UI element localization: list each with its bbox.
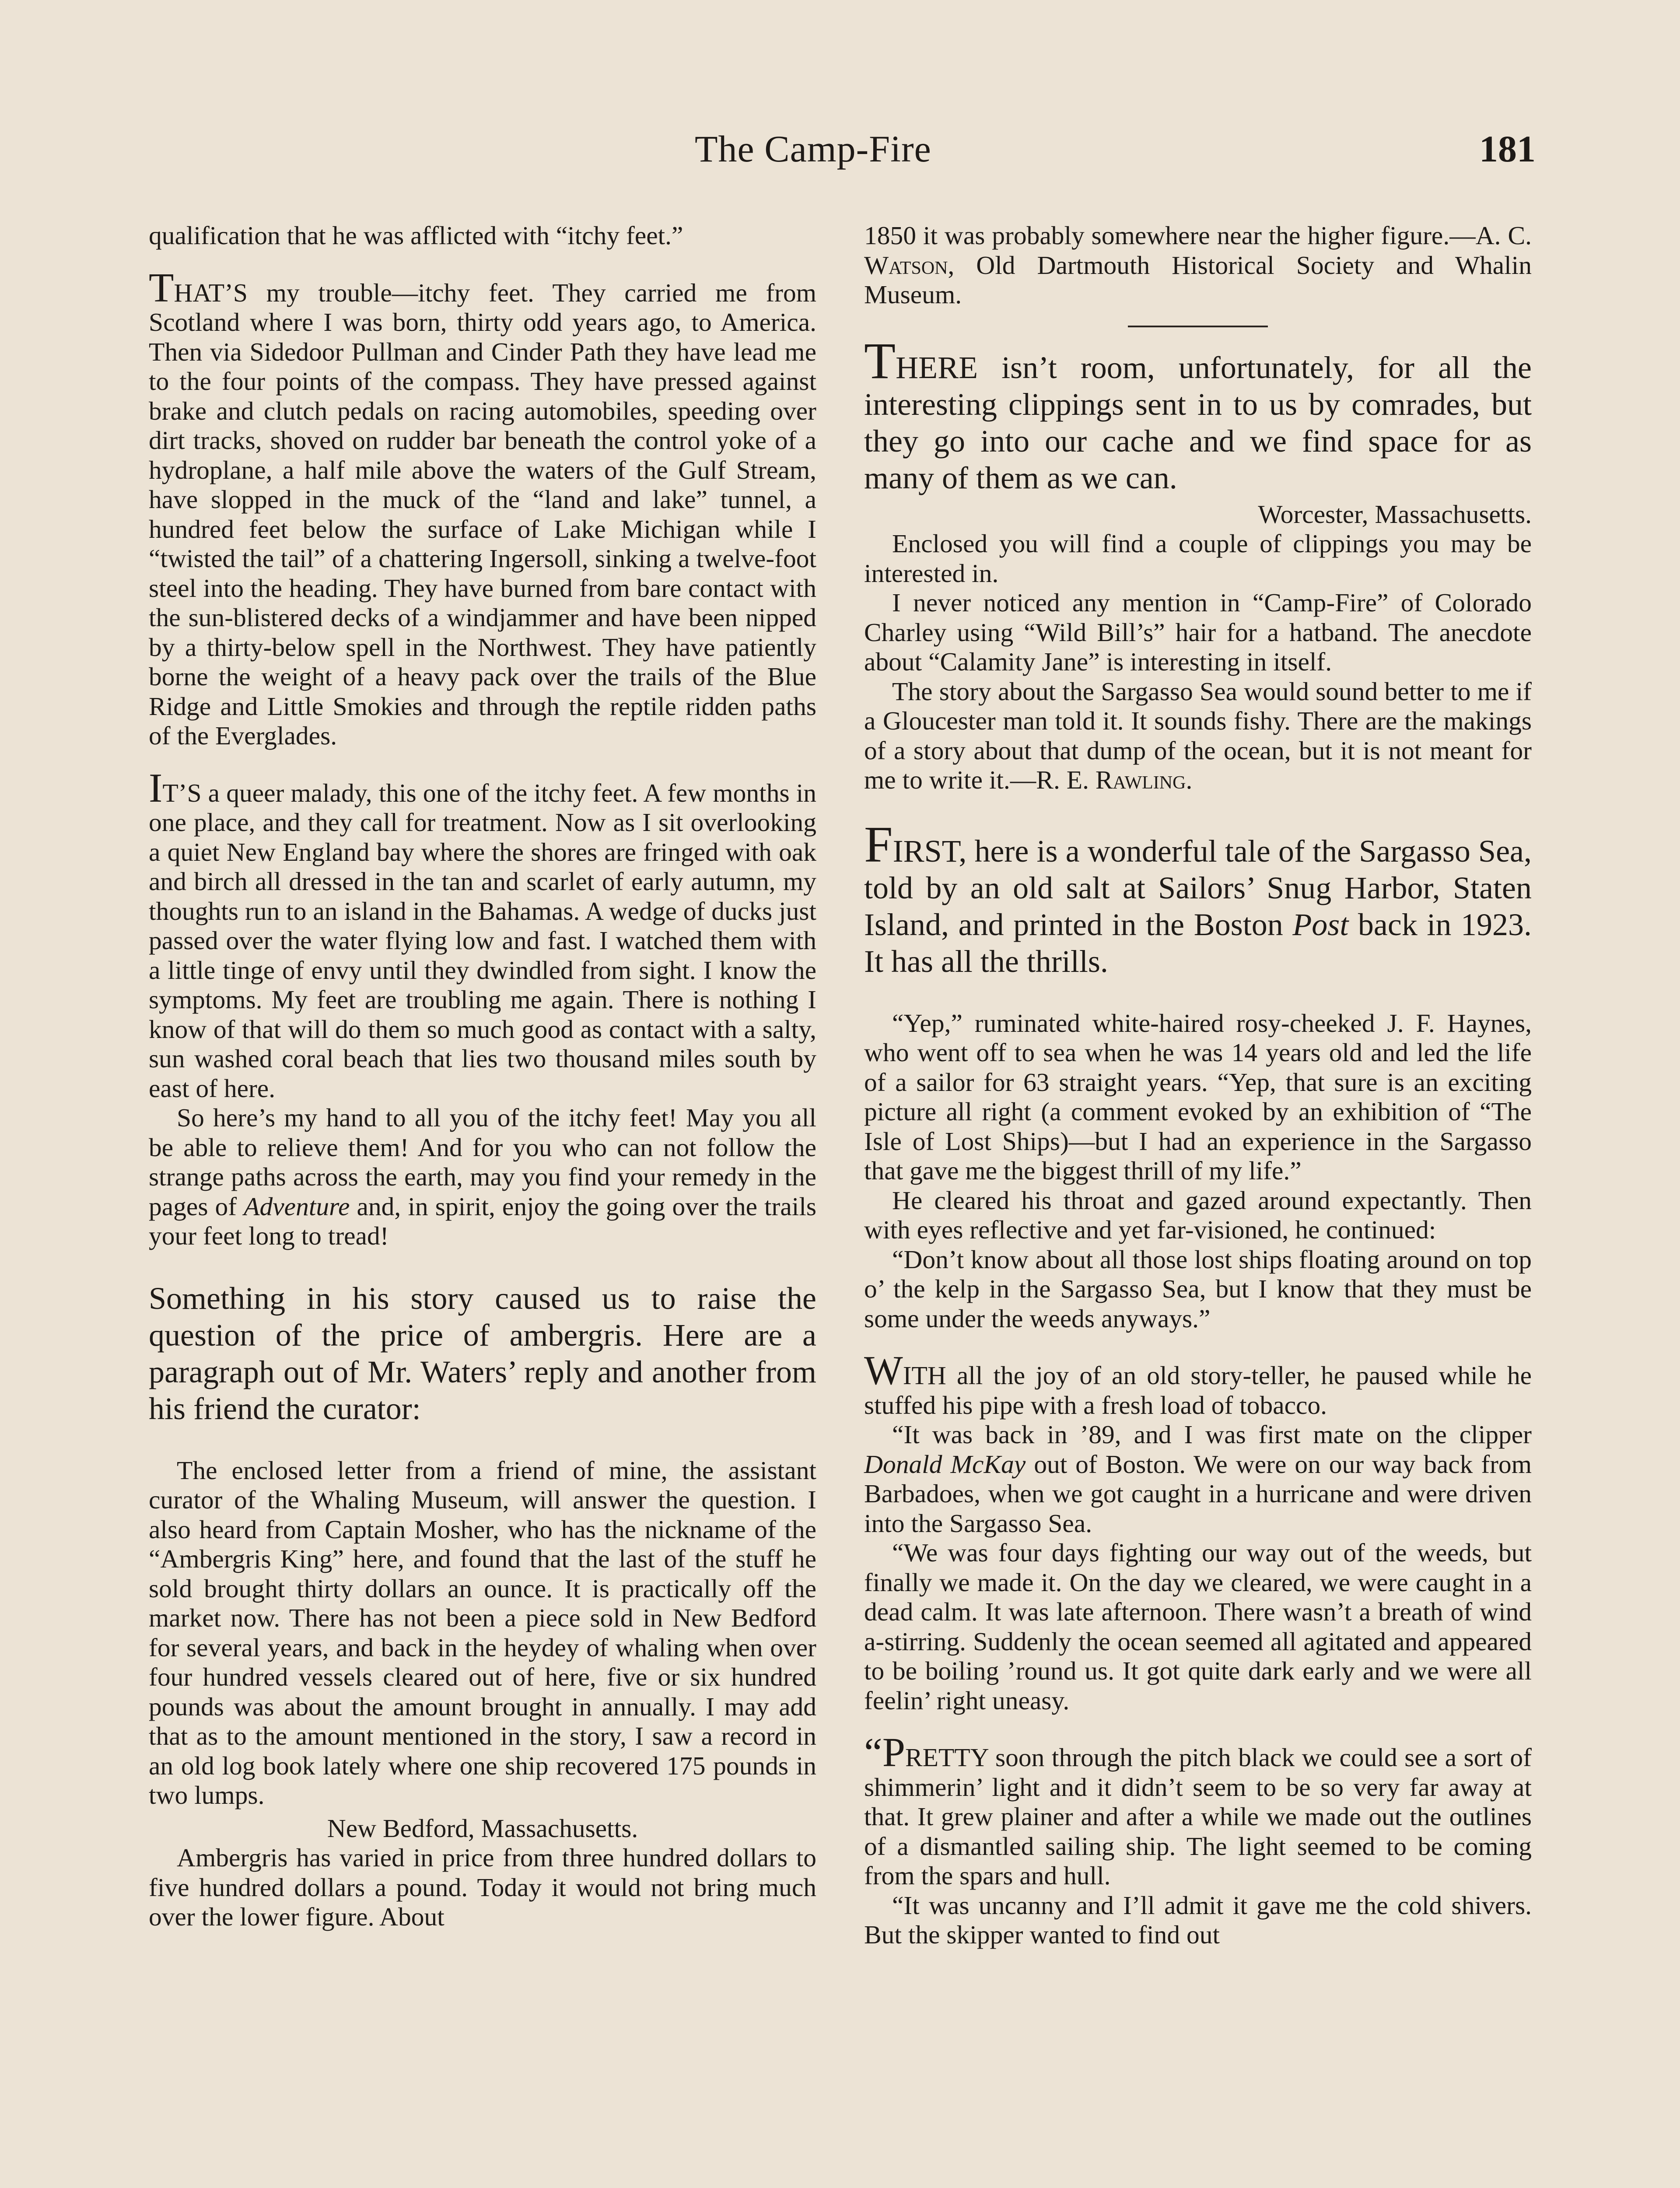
editor-note-text: HERE isn’t room, unfortunately, for all the interesting clippings sent in to us by comrades, but they go into our cache and we find space for as many of them as we can.: [864, 350, 1532, 495]
editor-note: Something in his story caused us to raise the question of the price of ambergris. Here are a paragraph out of Mr. Waters’ reply and another from his friend the curator:: [149, 1280, 816, 1426]
editor-note-text: IRST, here is a wonderful tale of the Sargasso Sea, told by an old salt at Sailors’ Snug Harbor, Staten Island, and printed in the Boston: [864, 833, 1532, 942]
paragraph-text: and, in spirit, enjoy the going over the trails your feet long to tread!: [149, 1192, 817, 1250]
paragraph-text: “It was back in ’89, and I was first mate on the clipper: [892, 1420, 1532, 1449]
paragraph: “We was four days fighting our way out of the weeds, but finally we made it. On the day we cleared, we were caught in a dead calm. It was late afternoon. There wasn’t a breath of wind a-stirring. Suddenly the ocean seemed all agitated and appeared to be boiling ’round us. It got quite dark early and we were all feelin’ right uneasy.: [864, 1538, 1532, 1715]
paragraph-text: HAT’S my trouble—itchy feet. They carried me from Scotland where I was born, thirty odd years ago, to America. Then via Sidedoor Pullman and Cinder Path they have lead me to the four points of the compass. They have pressed against brake and clutch pedals on racing automobiles, speeding over dirt tracks, shoved on rudder bar beneath the control yoke of a hydroplane, a half mile above the waters of the Gulf Stream, have slopped in the muck of the “land and lake” tunnel, a hundred feet below the surface of Lake Michigan while I “twisted the tail” of a chattering Ingersoll, sinking a twelve-foot steel into the heading. They have burned from bare contact with the sun-blistered decks of a windjammer and have been nipped by a thirty-below spell in the Northwest. They have patiently borne the weight of a heavy pack over the trails of the Blue Ridge and Little Smokies and through the reptile ridden paths of the Everglades.: [149, 278, 816, 750]
right-column: [864, 221, 1532, 1950]
paragraph-text: 1850 it was probably somewhere near the higher figure.—A. C.: [864, 221, 1532, 250]
running-head: The Camp-Fire: [695, 128, 931, 170]
drop-cap: W: [864, 1348, 903, 1393]
editor-note-text: back in 1923. It has all the thrills.: [864, 907, 1532, 979]
paragraph: [864, 1730, 1532, 1891]
drop-cap: “P: [864, 1730, 905, 1775]
drop-cap: T: [149, 265, 174, 311]
newspaper-title: Post: [1292, 907, 1349, 942]
paragraph-text: The story about the Sargasso Sea would sound better to me if a Gloucester man told it. It sounds fishy. There are the makings of a story about that dump of the ocean, but it is not meant for me to write it.—R. E.: [864, 677, 1532, 794]
paragraph-text: RETTY soon through the pitch black we could see a sort of shimmerin’ light and it didn’t seem to be so very far away at that. It grew plainer and after a while we made out the outlines of a dismantled sailing ship. The light seemed to be coming from the spars and hull.: [864, 1743, 1532, 1890]
drop-cap: I: [149, 765, 163, 811]
paragraph: He cleared his throat and gazed around expectantly. Then with eyes reflective and yet far-visioned, he continued:: [864, 1185, 1532, 1244]
paragraph: I never noticed any mention in “Camp-Fire” of Colorado Charley using “Wild Bill’s” hair for a hatband. The anecdote about “Calamity Jane” is interesting in itself.: [864, 588, 1532, 676]
letter-place: Worcester, Massachusetts.: [1258, 499, 1532, 529]
drop-cap: T: [864, 332, 896, 389]
paragraph: [149, 265, 816, 751]
author-name: Rawling: [1095, 765, 1186, 794]
paragraph-text: So here’s my hand to all you of the itchy feet! May you all be able to relieve them! And for you who can not follow the strange paths across the earth, may you find your remedy in the pages of: [149, 1103, 816, 1221]
paragraph: [864, 1348, 1532, 1420]
paragraph: [149, 1103, 816, 1251]
ship-name: Donald McKay: [864, 1449, 1026, 1479]
drop-cap: F: [864, 815, 893, 873]
paragraph: Enclosed you will find a couple of clippings you may be interested in.: [864, 529, 1532, 588]
section-divider: [1128, 326, 1268, 327]
editor-note: [864, 332, 1532, 496]
page-number: 181: [1479, 128, 1536, 170]
magazine-title: Adventure: [244, 1192, 350, 1221]
paragraph-text: T’S a queer malady, this one of the itchy feet. A few months in one place, and they call for treatment. Now as I sit overlooking a quiet New England bay where the shores are fringed with oak and birch all dressed in the tan and scarlet of early autumn, my thoughts run to an island in the Bahamas. A wedge of ducks just passed over the water flying low and fast. I watched them with a little tinge of envy until they dwindled from sight. I know the symptoms. My feet are troubling me again. There is nothing I know of that will do them so much good as contact with a salty, sun washed coral beach that lies two thousand miles south by east of here.: [149, 778, 816, 1103]
left-column: [149, 221, 816, 1932]
paragraph: qualification that he was afflicted with “itchy feet.”: [149, 221, 683, 250]
letter-place: New Bedford, Massachusetts.: [327, 1813, 638, 1843]
paragraph-text: .: [1186, 765, 1193, 794]
paragraph: “Don’t know about all those lost ships floating around on top o’ the kelp in the Sargasso Sea, but I know that they must be some under the weeds anyways.”: [864, 1245, 1532, 1333]
paragraph-text: , Old Dartmouth Historical Society and Whalin Museum.: [864, 250, 1532, 309]
editor-note: [864, 815, 1532, 980]
paragraph: “Yep,” ruminated white-haired rosy-cheeked J. F. Haynes, who went off to sea when he was 14 years old and led the life of a sailor for 63 straight years. “Yep, that sure is an exciting picture all right (a comment evoked by an exhibition of “The Isle of Lost Ships)—but I had an experience in the Sargasso that gave me the biggest thrill of my life.”: [864, 1008, 1532, 1185]
paragraph: Ambergris has varied in price from three hundred dollars to five hundred dollars a pound. Today it would not bring much over the lower figure. About: [149, 1843, 816, 1931]
paragraph-text: out of Boston. We were on our way back from Barbadoes, when we got caught in a hurricane and were driven into the Sargasso Sea.: [864, 1449, 1532, 1538]
paragraph: The enclosed letter from a friend of mine, the assistant curator of the Whaling Museum, will answer the question. I also heard from Captain Mosher, who has the nickname of the “Ambergris King” here, and found that the last of the stuff he sold brought thirty dollars an ounce. It is practically off the market now. There has not been a piece sold in New Bedford for several years, and back in the heydey of whaling when over four hundred vessels cleared out of here, five or six hundred pounds was about the amount brought in annually. I may add that as to the amount mentioned in the story, I saw a record in an old log book lately where one ship recovered 175 pounds in two lumps.: [149, 1455, 816, 1809]
page-header: [0, 127, 1680, 193]
paragraph-text: ITH all the joy of an old story-teller, he paused while he stuffed his pipe with a fresh load of tobacco.: [864, 1361, 1532, 1420]
paragraph: [864, 221, 1532, 310]
paragraph: [864, 1420, 1532, 1538]
paragraph: [864, 677, 1532, 795]
author-name: Watson: [864, 250, 948, 280]
paragraph: “It was uncanny and I’ll admit it gave me the cold shivers. But the skipper wanted to find out: [864, 1890, 1532, 1949]
paragraph: [149, 765, 816, 1104]
